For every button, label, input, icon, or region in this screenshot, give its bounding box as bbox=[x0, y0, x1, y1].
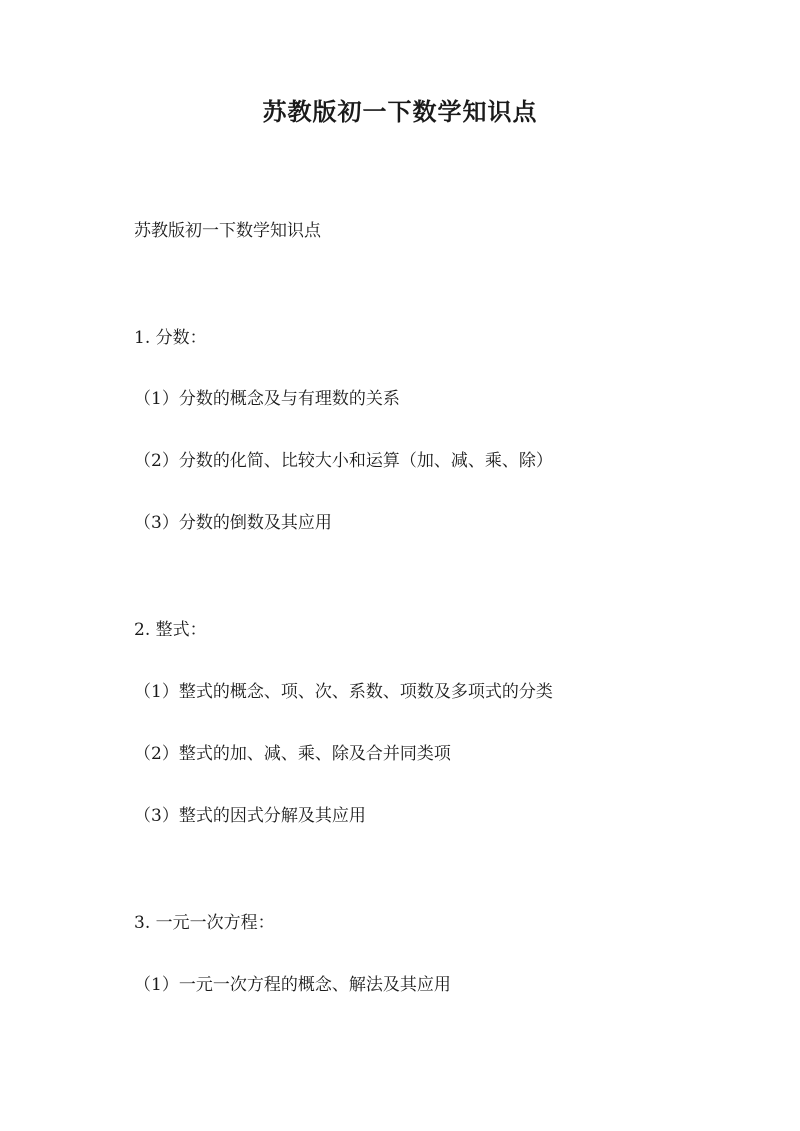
list-item: （3）分数的倒数及其应用 bbox=[134, 513, 332, 533]
list-item: （2）整式的加、减、乘、除及合并同类项 bbox=[134, 744, 451, 764]
document-subtitle: 苏教版初一下数学知识点 bbox=[134, 221, 321, 241]
section-heading-polynomials: 2. 整式： bbox=[134, 620, 207, 640]
list-item: （1）一元一次方程的概念、解法及其应用 bbox=[134, 975, 451, 995]
list-item: （2）分数的化简、比较大小和运算（加、减、乘、除） bbox=[134, 451, 553, 471]
list-item: （3）整式的因式分解及其应用 bbox=[134, 806, 366, 826]
page-title: 苏教版初一下数学知识点 bbox=[262, 97, 538, 126]
list-item: （1）整式的概念、项、次、系数、项数及多项式的分类 bbox=[134, 682, 553, 702]
section-heading-linear-equations: 3. 一元一次方程： bbox=[134, 913, 275, 933]
list-item: （1）分数的概念及与有理数的关系 bbox=[134, 389, 400, 409]
section-heading-fractions: 1. 分数： bbox=[134, 328, 207, 348]
